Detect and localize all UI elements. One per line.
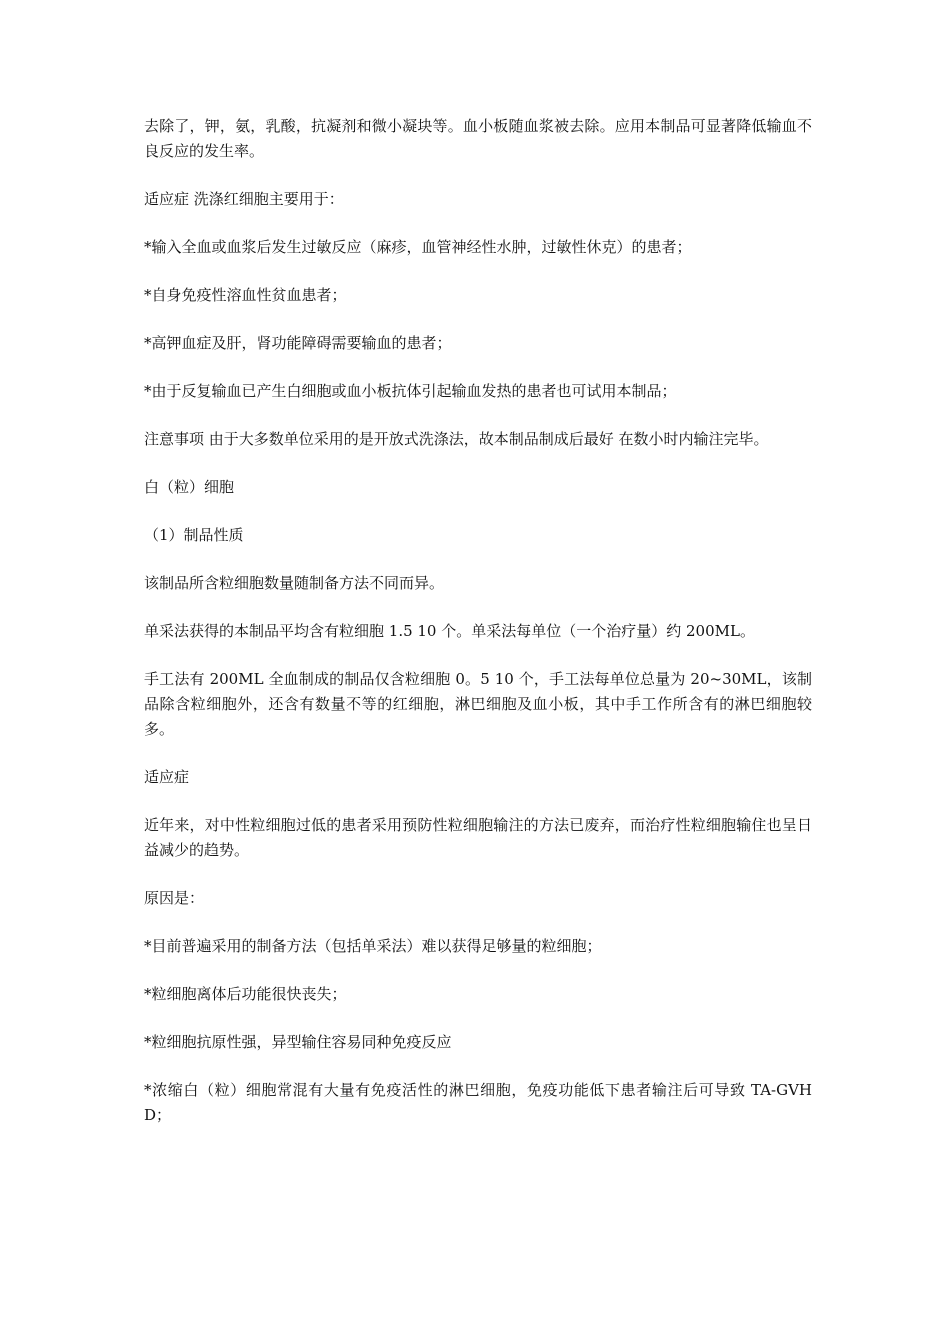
list-item: *输入全血或血浆后发生过敏反应（麻疹，血管神经性水肿，过敏性休克）的患者； <box>144 238 692 256</box>
subsection-heading: 适应症 <box>144 768 190 786</box>
subsection-heading: （1）制品性质 <box>144 526 244 544</box>
list-item: *浓缩白（粒）细胞常混有大量有免疫活性的淋巴细胞，免疫功能低下患者输注后可导致 TA-GVHD； <box>144 1081 812 1124</box>
reasons-heading: 原因是： <box>144 889 205 907</box>
list-item: *粒细胞抗原性强，异型输住容易同种免疫反应 <box>144 1033 452 1051</box>
body-paragraph: 单采法获得的本制品平均含有粒细胞 1.5 10 个。单采法每单位（一个治疗量）约 200ML。 <box>144 622 755 640</box>
document-body <box>144 114 812 1151</box>
list-item: *自身免疫性溶血性贫血患者； <box>144 286 347 304</box>
list-item: *高钾血症及肝，肾功能障碍需要输血的患者； <box>144 334 452 352</box>
precautions-paragraph: 注意事项 由于大多数单位采用的是开放式洗涤法，故本制品制成后最好 在数小时内输注完毕。 <box>144 430 769 448</box>
indications-heading-paragraph: 适应症 洗涤红细胞主要用于： <box>144 190 344 208</box>
list-item: *由于反复输血已产生白细胞或血小板抗体引起输血发热的患者也可试用本制品； <box>144 382 677 400</box>
body-paragraph: 该制品所含粒细胞数量随制备方法不同而异。 <box>144 574 445 592</box>
list-item: *目前普遍采用的制备方法（包括单采法）难以获得足够量的粒细胞； <box>144 937 602 955</box>
section-heading: 白（粒）细胞 <box>144 478 235 496</box>
body-paragraph: 手工法有 200ML 全血制成的制品仅含粒细胞 0。5 10 个，手工法每单位总量为 20~30ML，该制品除含粒细胞外，还含有数量不等的红细胞，淋巴细胞及血小板，其中手工作所含有的淋巴细胞较多。 <box>144 670 812 738</box>
list-item: *粒细胞离体后功能很快丧失； <box>144 985 347 1003</box>
intro-paragraph: 去除了，钾，氨，乳酸，抗凝剂和微小凝块等。血小板随血浆被去除。应用本制品可显著降低输血不良反应的发生率。 <box>144 117 812 160</box>
body-paragraph: 近年来，对中性粒细胞过低的患者采用预防性粒细胞输注的方法已废弃，而治疗性粒细胞输住也呈日益减少的趋势。 <box>144 816 812 859</box>
